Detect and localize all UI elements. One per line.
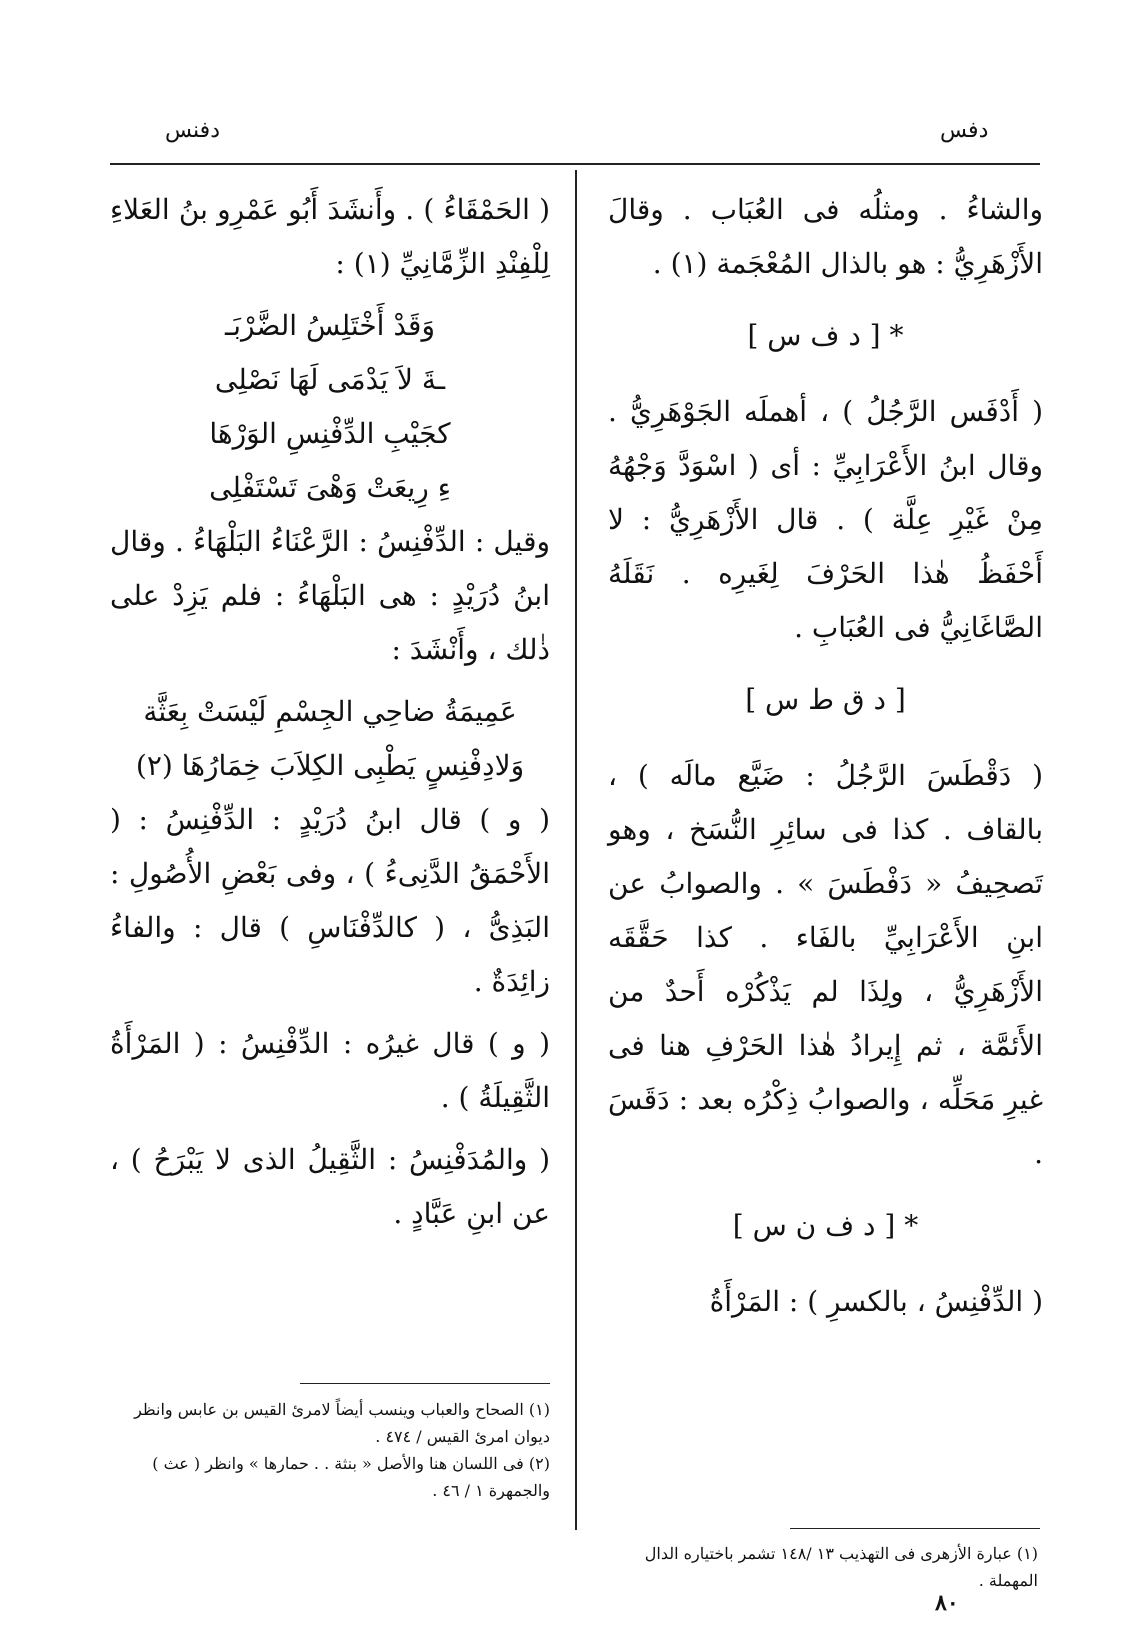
left-column — [110, 183, 550, 1249]
paragraph: ( الدِّفْنِسُ ، بالكسرِ ) : المَرْأَةُ — [709, 1285, 1043, 1318]
verse-line: كجَيْبِ الدِّفْنِسِ الوَرْهَا — [209, 417, 451, 450]
entry-heading-dfns: * [ د ف ن س ] — [732, 1209, 919, 1242]
footnote: (١) الصحاح والعباب وينسب أيضاً لامرئ القيس بن عابس وانظر ديوان امرئ القيس / ٤٧٤ . — [134, 1400, 550, 1446]
entry-heading-dqts: [ د ق ط س ] — [745, 683, 906, 716]
footnotes-left — [110, 1396, 550, 1504]
paragraph: وقيل : الدِّفْنِسُ : الرَّعْنَاءُ البَلْهَاءُ . وقال ابنُ دُرَيْدٍ : هى البَلْهَاءُ : فلم يَزِدْ على ذٰلك ، وأَنْشَدَ : — [110, 525, 550, 666]
running-head-right: دفس — [940, 118, 989, 143]
paragraph: ( و ) قال ابنُ دُرَيْدٍ : الدِّفْنِسُ : ( الأَحْمَقُ الدَّنِىءُ ) ، وفى بَعْضِ الأُصُولِ : البَذِىُّ ، ( كالدِّفْنَاسِ ) قال : والفاءُ زائِدَةٌ . — [110, 803, 550, 998]
verse-line: ـةَ لاَ يَدْمَى لَهَا نَصْلِى — [214, 363, 446, 396]
footnote-rule-left — [300, 1383, 550, 1384]
paragraph: ( الحَمْقَاءُ ) . وأَنشَدَ أَبُو عَمْرِو بنُ العَلاءِ لِلْفِنْدِ الزِّمَّانِيِّ (١) : — [110, 193, 550, 280]
paragraph: والشاءُ . ومثلُه فى العُبَاب . وقالَ الأَزْهَرِيُّ : هو بالذال المُعْجَمة (١) . — [608, 193, 1043, 280]
paragraph: ( والمُدَفْنِسُ : الثَّقِيلُ الذى لا يَبْرَحُ ) ، عن ابنِ عَبَّادٍ . — [110, 1143, 550, 1230]
footnote: (١) عبارة الأزهرى فى التهذيب ١٣ /١٤٨ تشمر باختياره الدال المهملة . — [644, 1544, 1038, 1590]
paragraph: ( أَدْفَس الرَّجُلُ ) ، أهملَه الجَوْهَرِيُّ . وقال ابنُ الأَعْرَابِيِّ : أى ( اسْوَدَّ وَجْهُهُ مِنْ غَيْرِ عِلَّة ) . قال الأَزْهَرِيُّ : لا أَحْفَظُ هٰذا الحَرْفَ لِغَيرِه . نَقَلَهُ الصَّاغَانِيُّ فى العُبَابِ . — [608, 395, 1043, 644]
column-divider — [575, 170, 577, 1530]
verse-line: عَمِيمَةُ ضاحِي الجِسْمِ لَيْسَتْ بِعَثَّة — [143, 695, 517, 728]
verse-line: ءِ رِيعَتْ وَهْىَ تَسْتَفْلِى — [209, 471, 451, 504]
page-number: ٨٠ — [935, 1590, 959, 1616]
footnote: (٢) فى اللسان هنا والأصل « بنثة . . حمارها » وانظر ( عث ) والجمهرة ١ / ٤٦ . — [152, 1454, 550, 1500]
footnotes-right — [608, 1540, 1038, 1594]
verse-line: وَلادِفْنِسٍ يَطْبِى الكِلاَبَ خِمَارُهَا (٢) — [135, 749, 525, 782]
running-head-left: دفنس — [165, 118, 220, 143]
entry-heading-dfs: * [ د ف س ] — [747, 319, 904, 352]
header-rule — [110, 163, 1040, 165]
footnote-rule-right — [790, 1528, 1040, 1529]
right-column — [608, 183, 1043, 1337]
verse-line: وَقَدْ أَخْتَلِسُ الضَّرْبَـ — [225, 309, 435, 342]
paragraph: ( دَقْطَسَ الرَّجُلُ : ضَيَّع مالَه ) ، بالقاف . كذا فى سائِرِ النُّسَخ ، وهو تَصحِيفُ « دَفْطَسَ » . والصوابُ عن ابنِ الأَعْرَابِيِّ بالفَاء . كذا حَقَّقَه الأَزْهَرِيُّ ، ولِذَا لم يَذْكُرْه أَحدٌ من الأَئمَّة ، ثم إِيرادُ هٰذا الحَرْفِ هنا فى غيرِ مَحَلِّه ، والصوابُ ذِكْرُه بعد : دَقَسَ . — [608, 759, 1043, 1170]
paragraph: ( و ) قال غيرُه : الدِّفْنِسُ : ( المَرْأَةُ الثَّقِيلَةُ ) . — [110, 1027, 550, 1114]
